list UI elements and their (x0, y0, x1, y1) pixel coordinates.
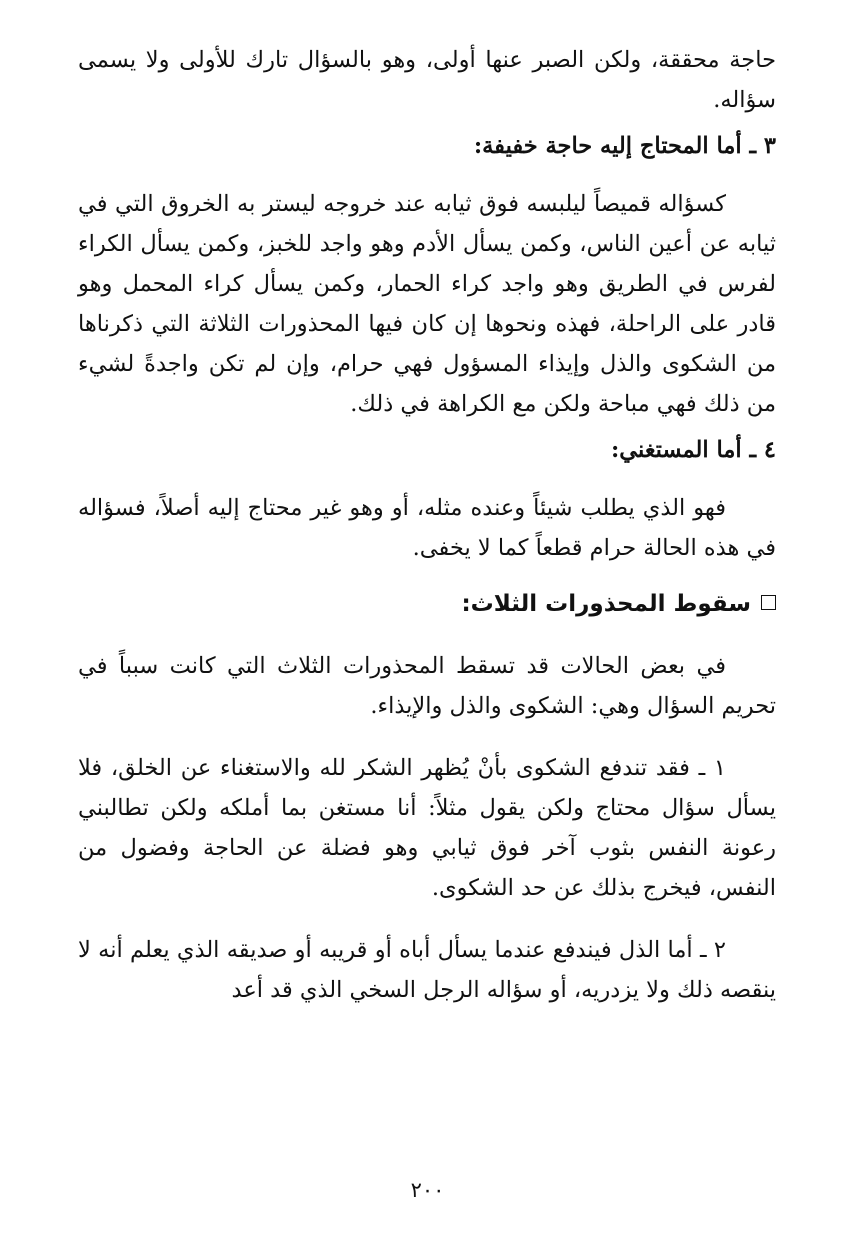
paragraph-light-need: كسؤاله قميصاً ليلبسه فوق ثيابه عند خروجه ليستر به الخروق التي في ثيابه عن أعين الناس، وكمن يسأل الأدم وهو واجد للخبز، وكمن يسأل الكراء لفرس في الطريق وهو واجد كراء الحمار، وكمن يسأل كراء المحمل وهو قادر على الراحلة، فهذه ونحوها إن كان فيها المحذورات الثلاثة التي ذكرناها من الشكوى والذل وإيذاء المسؤول فهي حرام، وإن لم تكن واجدةً لشيء من ذلك فهي مباحة ولكن مع الكراهة في ذلك. (78, 191, 776, 417)
paragraph-self-sufficient: فهو الذي يطلب شيئاً وعنده مثله، أو وهو غير محتاج إليه أصلاً، فسؤاله في هذه الحالة حرام قطعاً كما لا يخفى. (78, 495, 776, 561)
paragraph-intro-exceptions: في بعض الحالات قد تسقط المحذورات الثلاث التي كانت سبباً في تحريم السؤال وهي: الشكوى والذل والإيذاء. (78, 653, 776, 719)
page-number: ٢٠٠ (410, 1178, 445, 1202)
paragraph-complaint: ١ ـ فقد تندفع الشكوى بأنْ يُظهر الشكر لله والاستغناء عن الخلق، فلا يسأل سؤال محتاج ولكن يقول مثلاً: أنا مستغن بما أملكه ولكن تطالبني رعونة النفس بثوب آخر فوق ثيابي وهو فضلة عن الحاجة وفضول من النفس، فيخرج بذلك عن حد الشكوى. (78, 755, 776, 901)
heading-self-sufficient: ٤ ـ أما المستغني: (610, 437, 776, 463)
page-body (78, 40, 776, 1010)
heading-light-need: ٣ ـ أما المحتاج إليه حاجة خفيفة: (473, 133, 776, 159)
paragraph-continuation: حاجة محققة، ولكن الصبر عنها أولى، وهو بالسؤال تارك للأولى ولا يسمى سؤاله. (78, 47, 776, 113)
paragraph-humiliation: ٢ ـ أما الذل فيندفع عندما يسأل أباه أو قريبه أو صديقه الذي يعلم أنه لا ينقصه ذلك ولا يزدريه، أو سؤاله الرجل السخي الذي قد أعد (78, 937, 776, 1003)
checkbox-square-icon (761, 595, 776, 610)
section-title-text: سقوط المحذورات الثلاث: (461, 591, 751, 617)
section-title (78, 584, 776, 624)
